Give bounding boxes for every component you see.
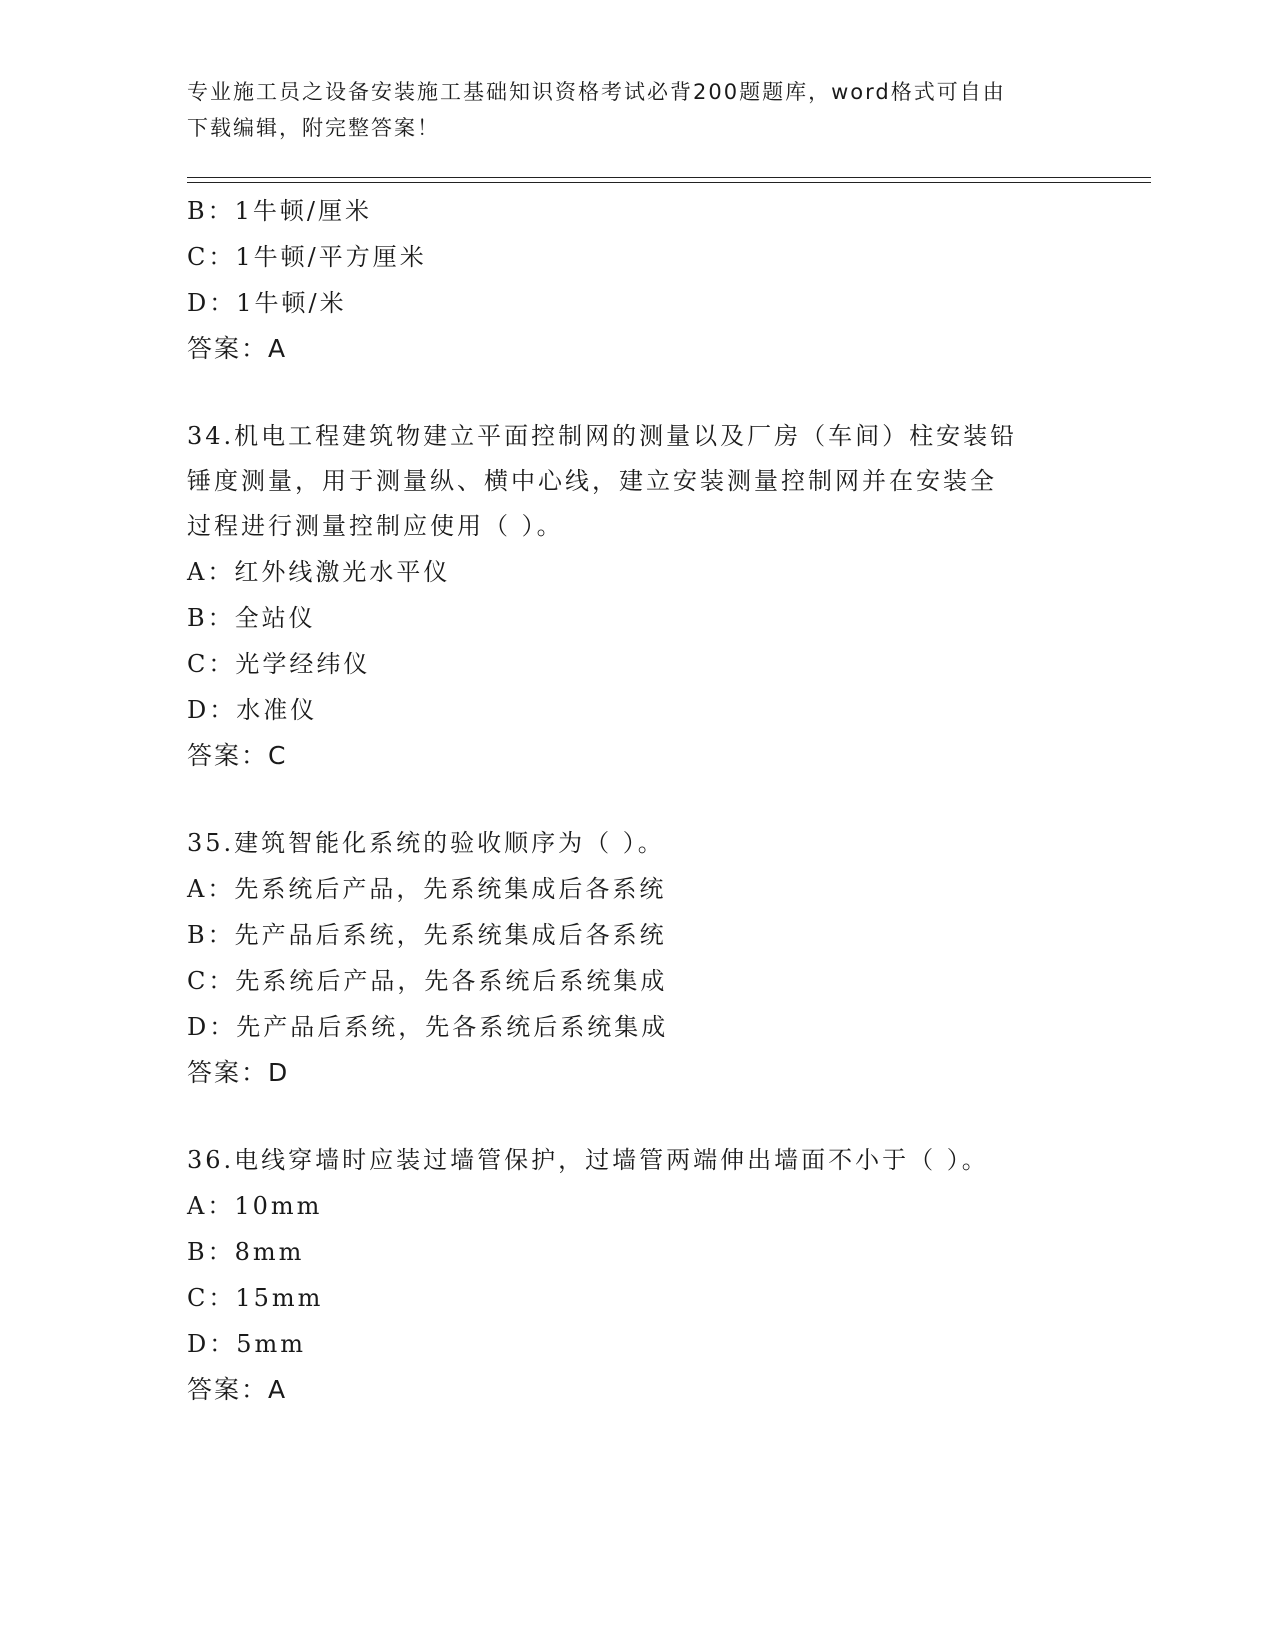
question-stem-line: 34.机电工程建筑物建立平面控制网的测量以及厂房（车间）柱安装铅 xyxy=(187,422,1018,450)
question-stem-line: 过程进行测量控制应使用（ ）。 xyxy=(187,512,564,540)
header-divider-bottom xyxy=(187,182,1151,183)
option-a: A：10mm xyxy=(187,1192,323,1220)
option-a: A：红外线激光水平仪 xyxy=(187,558,451,586)
option-d: D：先产品后系统，先各系统后系统集成 xyxy=(187,1013,669,1041)
option-c: C：先系统后产品，先各系统后系统集成 xyxy=(187,967,668,995)
option-d: D：水准仪 xyxy=(187,696,318,724)
header-line-2: 下载编辑，附完整答案！ xyxy=(187,116,440,140)
answer: 答案：A xyxy=(187,334,288,363)
option-b: B：全站仪 xyxy=(187,604,316,632)
question-33 xyxy=(187,188,1087,372)
answer: 答案：C xyxy=(187,741,288,770)
question-stem-line: 35.建筑智能化系统的验收顺序为（ ）。 xyxy=(187,829,665,857)
option-b: B：8mm xyxy=(187,1238,305,1266)
question-36 xyxy=(187,1138,1087,1413)
option-c: C：1牛顿/平方厘米 xyxy=(187,243,427,271)
answer: 答案：D xyxy=(187,1058,290,1087)
question-stem-line: 锤度测量，用于测量纵、横中心线，建立安装测量控制网并在安装全 xyxy=(187,467,997,495)
question-list xyxy=(187,188,1087,1413)
option-d: D：5mm xyxy=(187,1330,307,1358)
option-c: C：15mm xyxy=(187,1284,324,1312)
option-a: A：先系统后产品，先系统集成后各系统 xyxy=(187,875,667,903)
question-34 xyxy=(187,414,1087,779)
answer: 答案：A xyxy=(187,1375,288,1404)
option-b: B：1牛顿/厘米 xyxy=(187,197,372,225)
header-line-1: 专业施工员之设备安装施工基础知识资格考试必背200题题库，word格式可自由 xyxy=(187,80,1006,104)
document-header xyxy=(187,74,1067,146)
question-35 xyxy=(187,821,1087,1096)
question-stem-line: 36.电线穿墙时应装过墙管保护，过墙管两端伸出墙面不小于（ ）。 xyxy=(187,1146,989,1174)
header-divider-top xyxy=(187,177,1151,178)
option-c: C：光学经纬仪 xyxy=(187,650,371,678)
option-d: D：1牛顿/米 xyxy=(187,289,347,317)
option-b: B：先产品后系统，先系统集成后各系统 xyxy=(187,921,667,949)
